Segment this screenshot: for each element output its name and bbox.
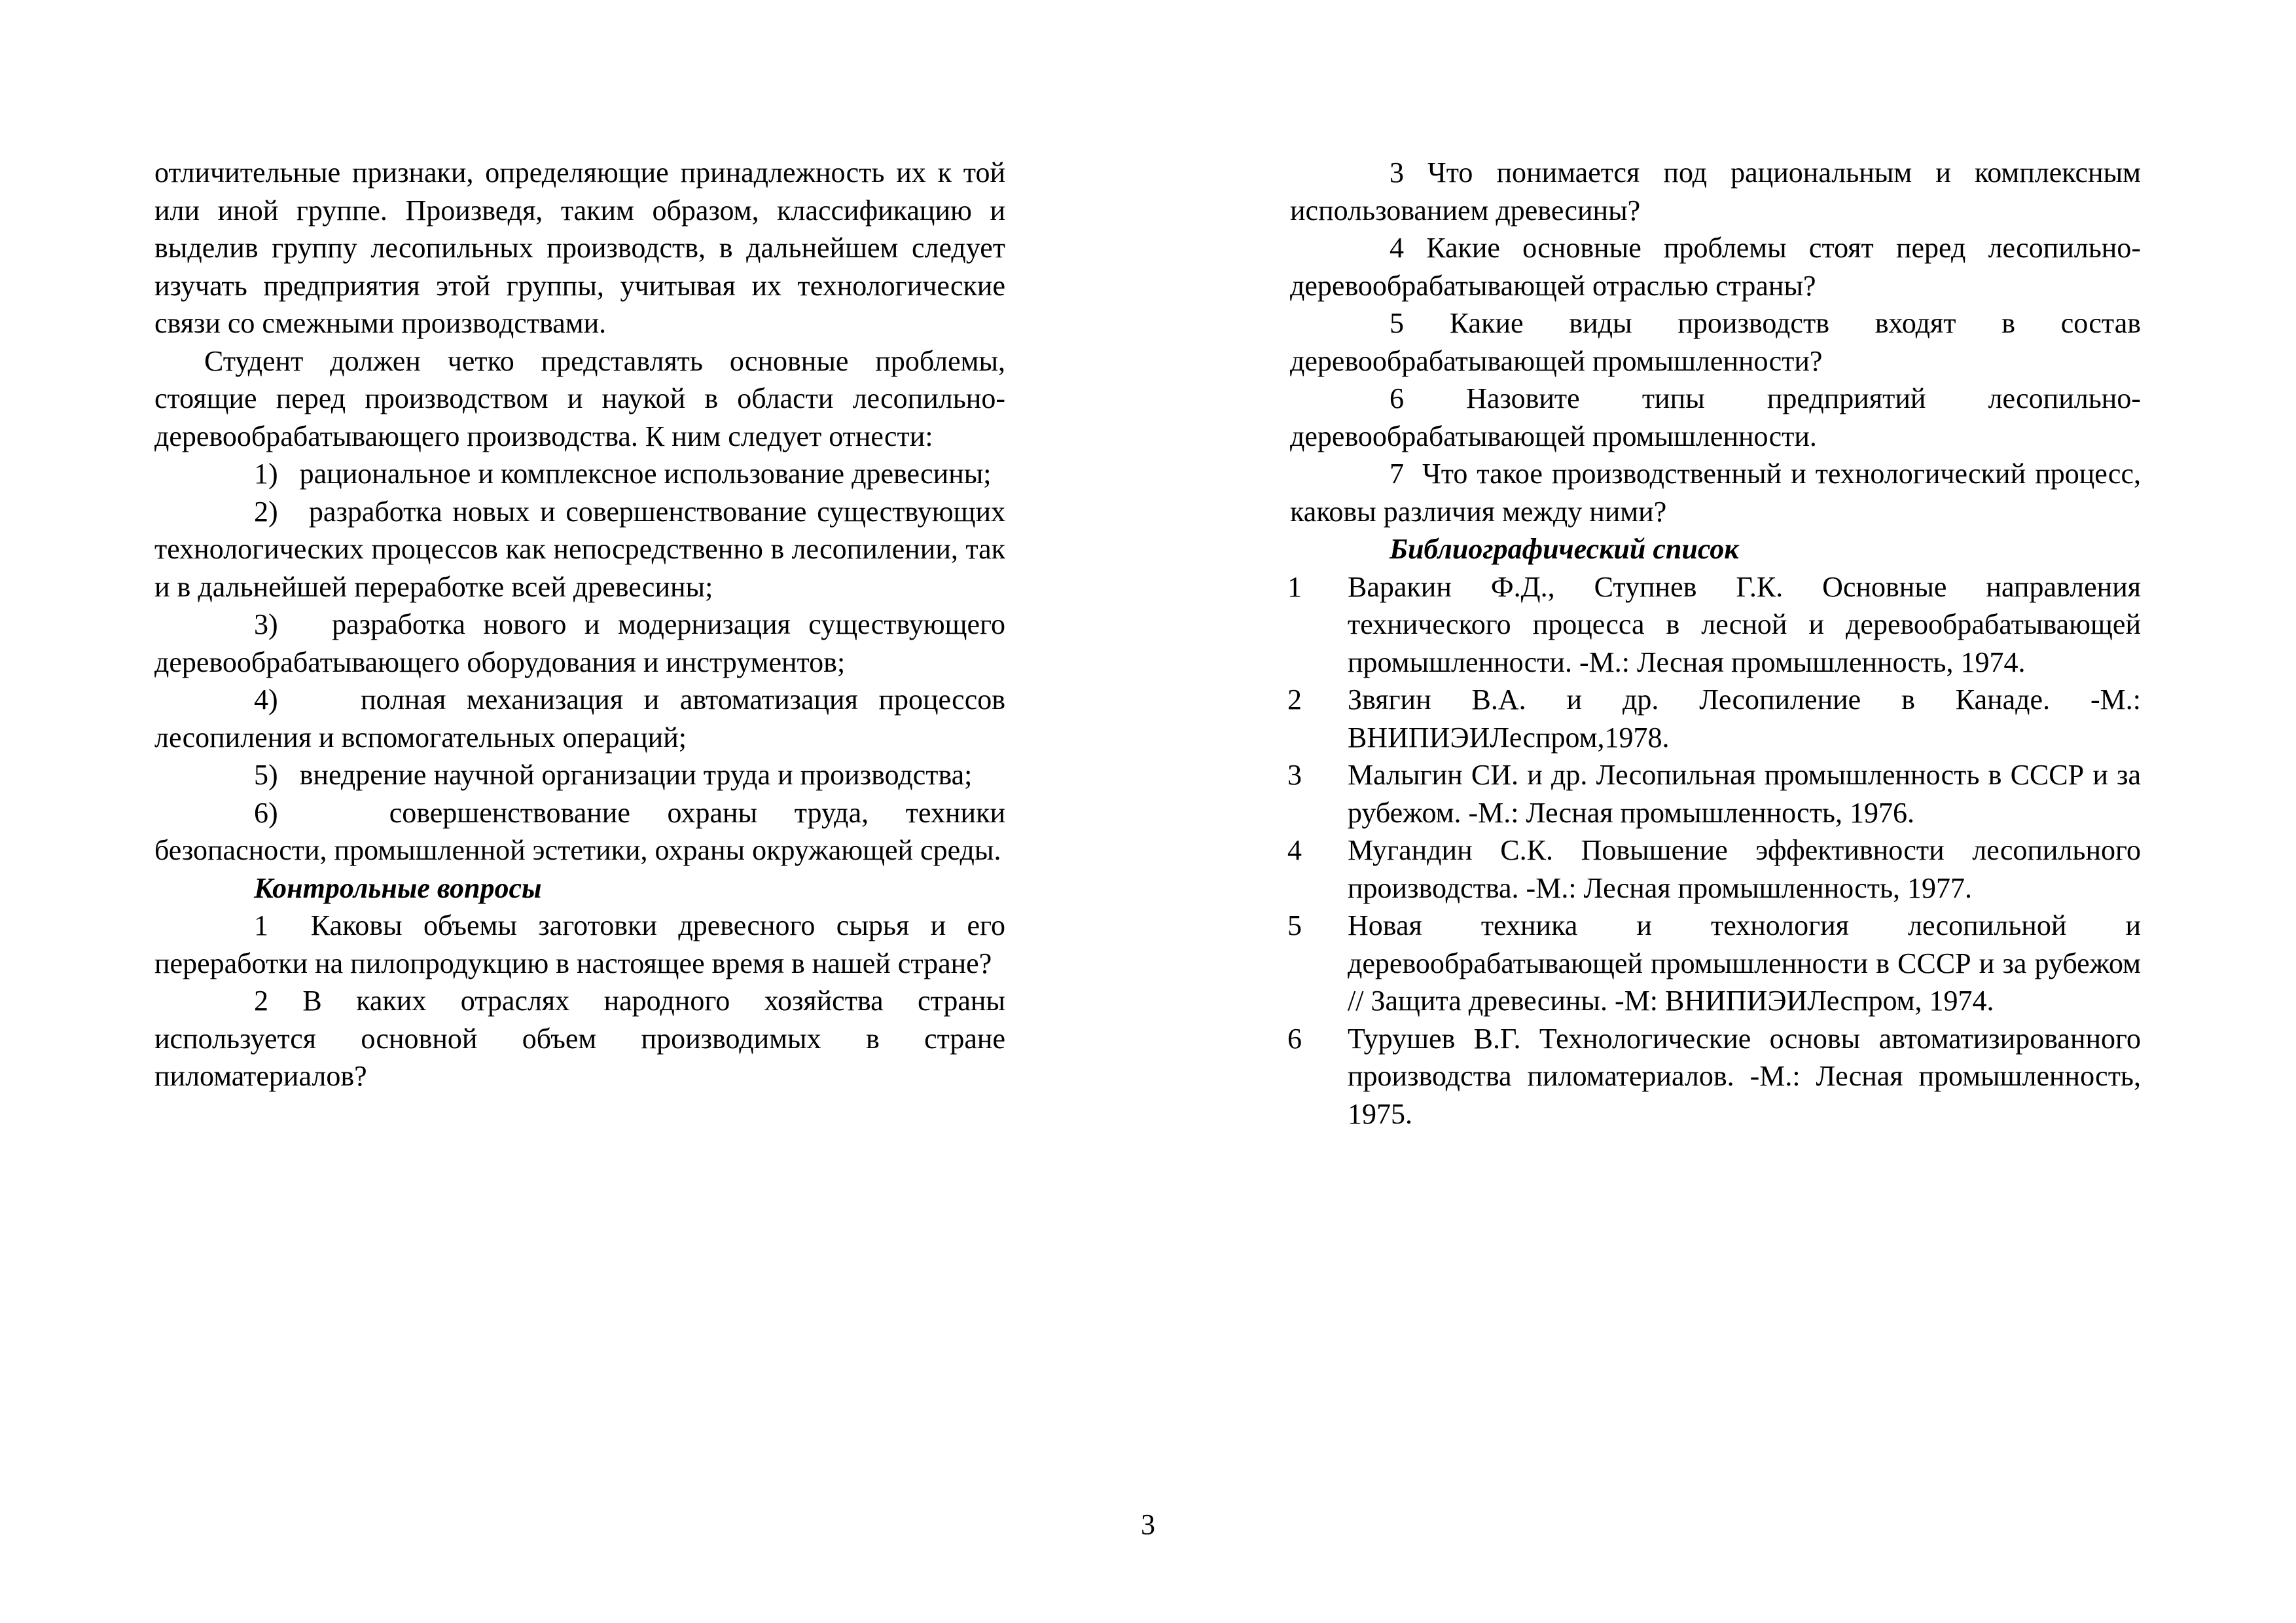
problem-item-4: 4) полная механизация и автоматизация процессов лесопиления и вспомогательных операций; — [154, 684, 1005, 754]
questions-heading: Контрольные вопросы — [254, 871, 542, 904]
paragraph-intro: отличительные признаки, определяющие принадлежность их к той или иной группе. Произведя, таким образом, классификацию и выделив группу лесопильных производств, в дальнейшем следует изучать предприятия этой группы, учитывая их технологические связи со смежными производствами. — [154, 156, 1005, 339]
problem-item-3: 3) разработка нового и модернизация существующего деревообрабатывающего оборудования и инструментов; — [154, 608, 1005, 678]
bibliography-heading: Библиографический список — [1390, 533, 1739, 565]
bibliography-number: 1 — [1287, 570, 1302, 603]
question-1: 1 Каковы объемы заготовки древесного сырья и его переработки на пилопродукцию в настоящее время в нашей стране? — [154, 909, 1005, 979]
bibliography-number: 2 — [1287, 684, 1302, 716]
paragraph-problems: Студент должен четко представлять основные проблемы, стоящие перед производством и наукой в области лесопильно-деревообрабатывающего производства. К ним следует отнести: — [154, 344, 1005, 452]
bibliography-item — [1287, 1020, 2141, 1133]
problem-item-6: 6) совершенствование охраны труда, техники безопасности, промышленной эстетики, охраны окружающей среды. — [154, 796, 1005, 866]
problem-item-2: 2) разработка новых и совершенствование существующих технологических процессов как непосредственно в лесопилении, так и в дальнейшей переработке всей древесины; — [154, 495, 1005, 603]
right-column — [1287, 154, 2141, 1133]
bibliography-text: Малыгин СИ. и др. Лесопильная промышленность в СССР и за рубежом. -М.: Лесная промышленность, 1976. — [1348, 759, 2141, 829]
bibliography-text: Варакин Ф.Д., Ступнев Г.К. Основные направления технического процесса в лесной и деревообрабатывающей промышленности. -М.: Лесная промышленность, 1974. — [1348, 570, 2141, 678]
problem-item-5: 5) внедрение научной организации труда и производства; — [254, 759, 973, 791]
page-number: 3 — [1141, 1508, 1155, 1541]
bibliography-text: Турушев В.Г. Технологические основы автоматизированного производства пиломатериалов. -М.: Лесная промышленность, 1975. — [1348, 1022, 2141, 1130]
bibliography-item — [1287, 681, 2141, 756]
bibliography-number: 5 — [1287, 909, 1302, 941]
problem-item-1: 1) рациональное и комплексное использование древесины; — [254, 458, 992, 490]
left-column — [154, 154, 1005, 1095]
bibliography-number: 3 — [1287, 759, 1302, 791]
bibliography-number: 4 — [1287, 834, 1302, 866]
bibliography-item — [1287, 907, 2141, 1020]
bibliography-item — [1287, 756, 2141, 831]
question-7: 7 Что такое производственный и технологический процесс, каковы различия между ними? — [1290, 458, 2141, 528]
question-4: 4 Какие основные проблемы стоят перед лесопильно-деревообрабатывающей отраслью страны? — [1290, 232, 2141, 302]
question-6: 6 Назовите типы предприятий лесопильно-деревообрабатывающей промышленности. — [1290, 382, 2141, 452]
bibliography-text: Мугандин С.К. Повышение эффективности лесопильного производства. -М.: Лесная промышленность, 1977. — [1348, 834, 2141, 904]
bibliography-text: Звягин В.А. и др. Лесопиление в Канаде. -М.: ВНИПИЭИЛеспром,1978. — [1348, 684, 2141, 754]
bibliography-number: 6 — [1287, 1022, 1302, 1055]
bibliography-item — [1287, 568, 2141, 682]
question-2: 2 В каких отраслях народного хозяйства страны используется основной объем производимых в стране пиломатериалов? — [154, 985, 1005, 1092]
bibliography-list — [1287, 568, 2141, 1133]
bibliography-text: Новая техника и технология лесопильной и деревообрабатывающей промышленности в СССР и за рубежом // Защита древесины. -М: ВНИПИЭИЛеспром, 1974. — [1348, 909, 2141, 1017]
question-5: 5 Какие виды производств входят в состав деревообрабатывающей промышленности? — [1290, 307, 2141, 377]
question-3: 3 Что понимается под рациональным и комплексным использованием древесины? — [1290, 156, 2141, 227]
bibliography-item — [1287, 831, 2141, 907]
